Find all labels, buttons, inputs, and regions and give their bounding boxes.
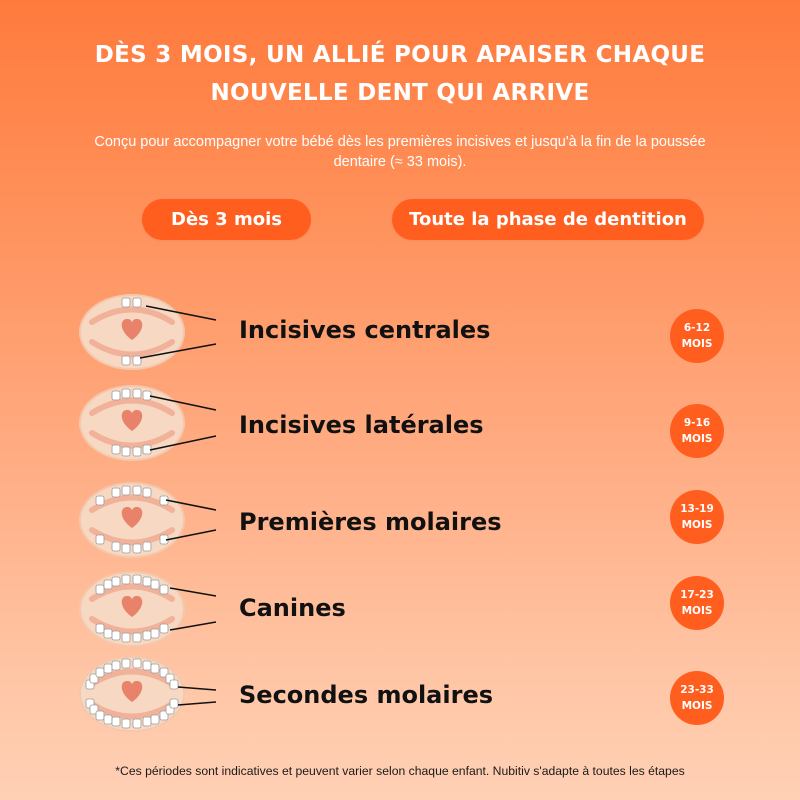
age-range: 9-16 [683, 417, 711, 429]
age-badge [670, 404, 724, 458]
age-unit: MOIS [681, 338, 713, 350]
stage-label-second-molars: Secondes molaires [239, 681, 494, 709]
age-unit: MOIS [681, 605, 713, 617]
age-unit: MOIS [681, 700, 713, 712]
mouth-icon [78, 292, 186, 372]
pill-from-3-months: Dès 3 mois [142, 199, 311, 240]
age-badge [670, 576, 724, 630]
age-badge [670, 309, 724, 363]
mouth-icon [78, 383, 186, 463]
subtitle: Conçu pour accompagner votre bébé dès les premières incisives et jusqu'à la fin de la poussée dentaire (≈ 33 mois). [94, 134, 706, 170]
age-range: 17-23 [680, 589, 714, 601]
age-badge [670, 490, 724, 544]
footnote: *Ces périodes sont indicatives et peuvent varier selon chaque enfant. Nubitiv s'adapte à toutes les étapes [115, 764, 685, 778]
stage-label-canines: Canines [239, 594, 346, 622]
mouth-icon [78, 480, 186, 560]
age-unit: MOIS [681, 433, 713, 445]
stage-label-lateral-incisors: Incisives latérales [239, 411, 484, 439]
stage-label-first-molars: Premières molaires [239, 508, 502, 536]
title-line-2: NOUVELLE DENT QUI ARRIVE [210, 80, 590, 106]
stage-label-central-incisors: Incisives centrales [239, 316, 491, 344]
pill-full-teething-phase: Toute la phase de dentition [392, 199, 704, 240]
page-title [40, 36, 760, 112]
age-unit: MOIS [681, 519, 713, 531]
age-range: 13-19 [680, 503, 714, 515]
mouth-icon [78, 569, 186, 649]
age-range: 6-12 [683, 322, 711, 334]
mouth-icon [78, 654, 186, 734]
title-line-1: DÈS 3 MOIS, UN ALLIÉ POUR APAISER CHAQUE [94, 42, 706, 68]
age-badge [670, 671, 724, 725]
age-range: 23-33 [680, 684, 714, 696]
